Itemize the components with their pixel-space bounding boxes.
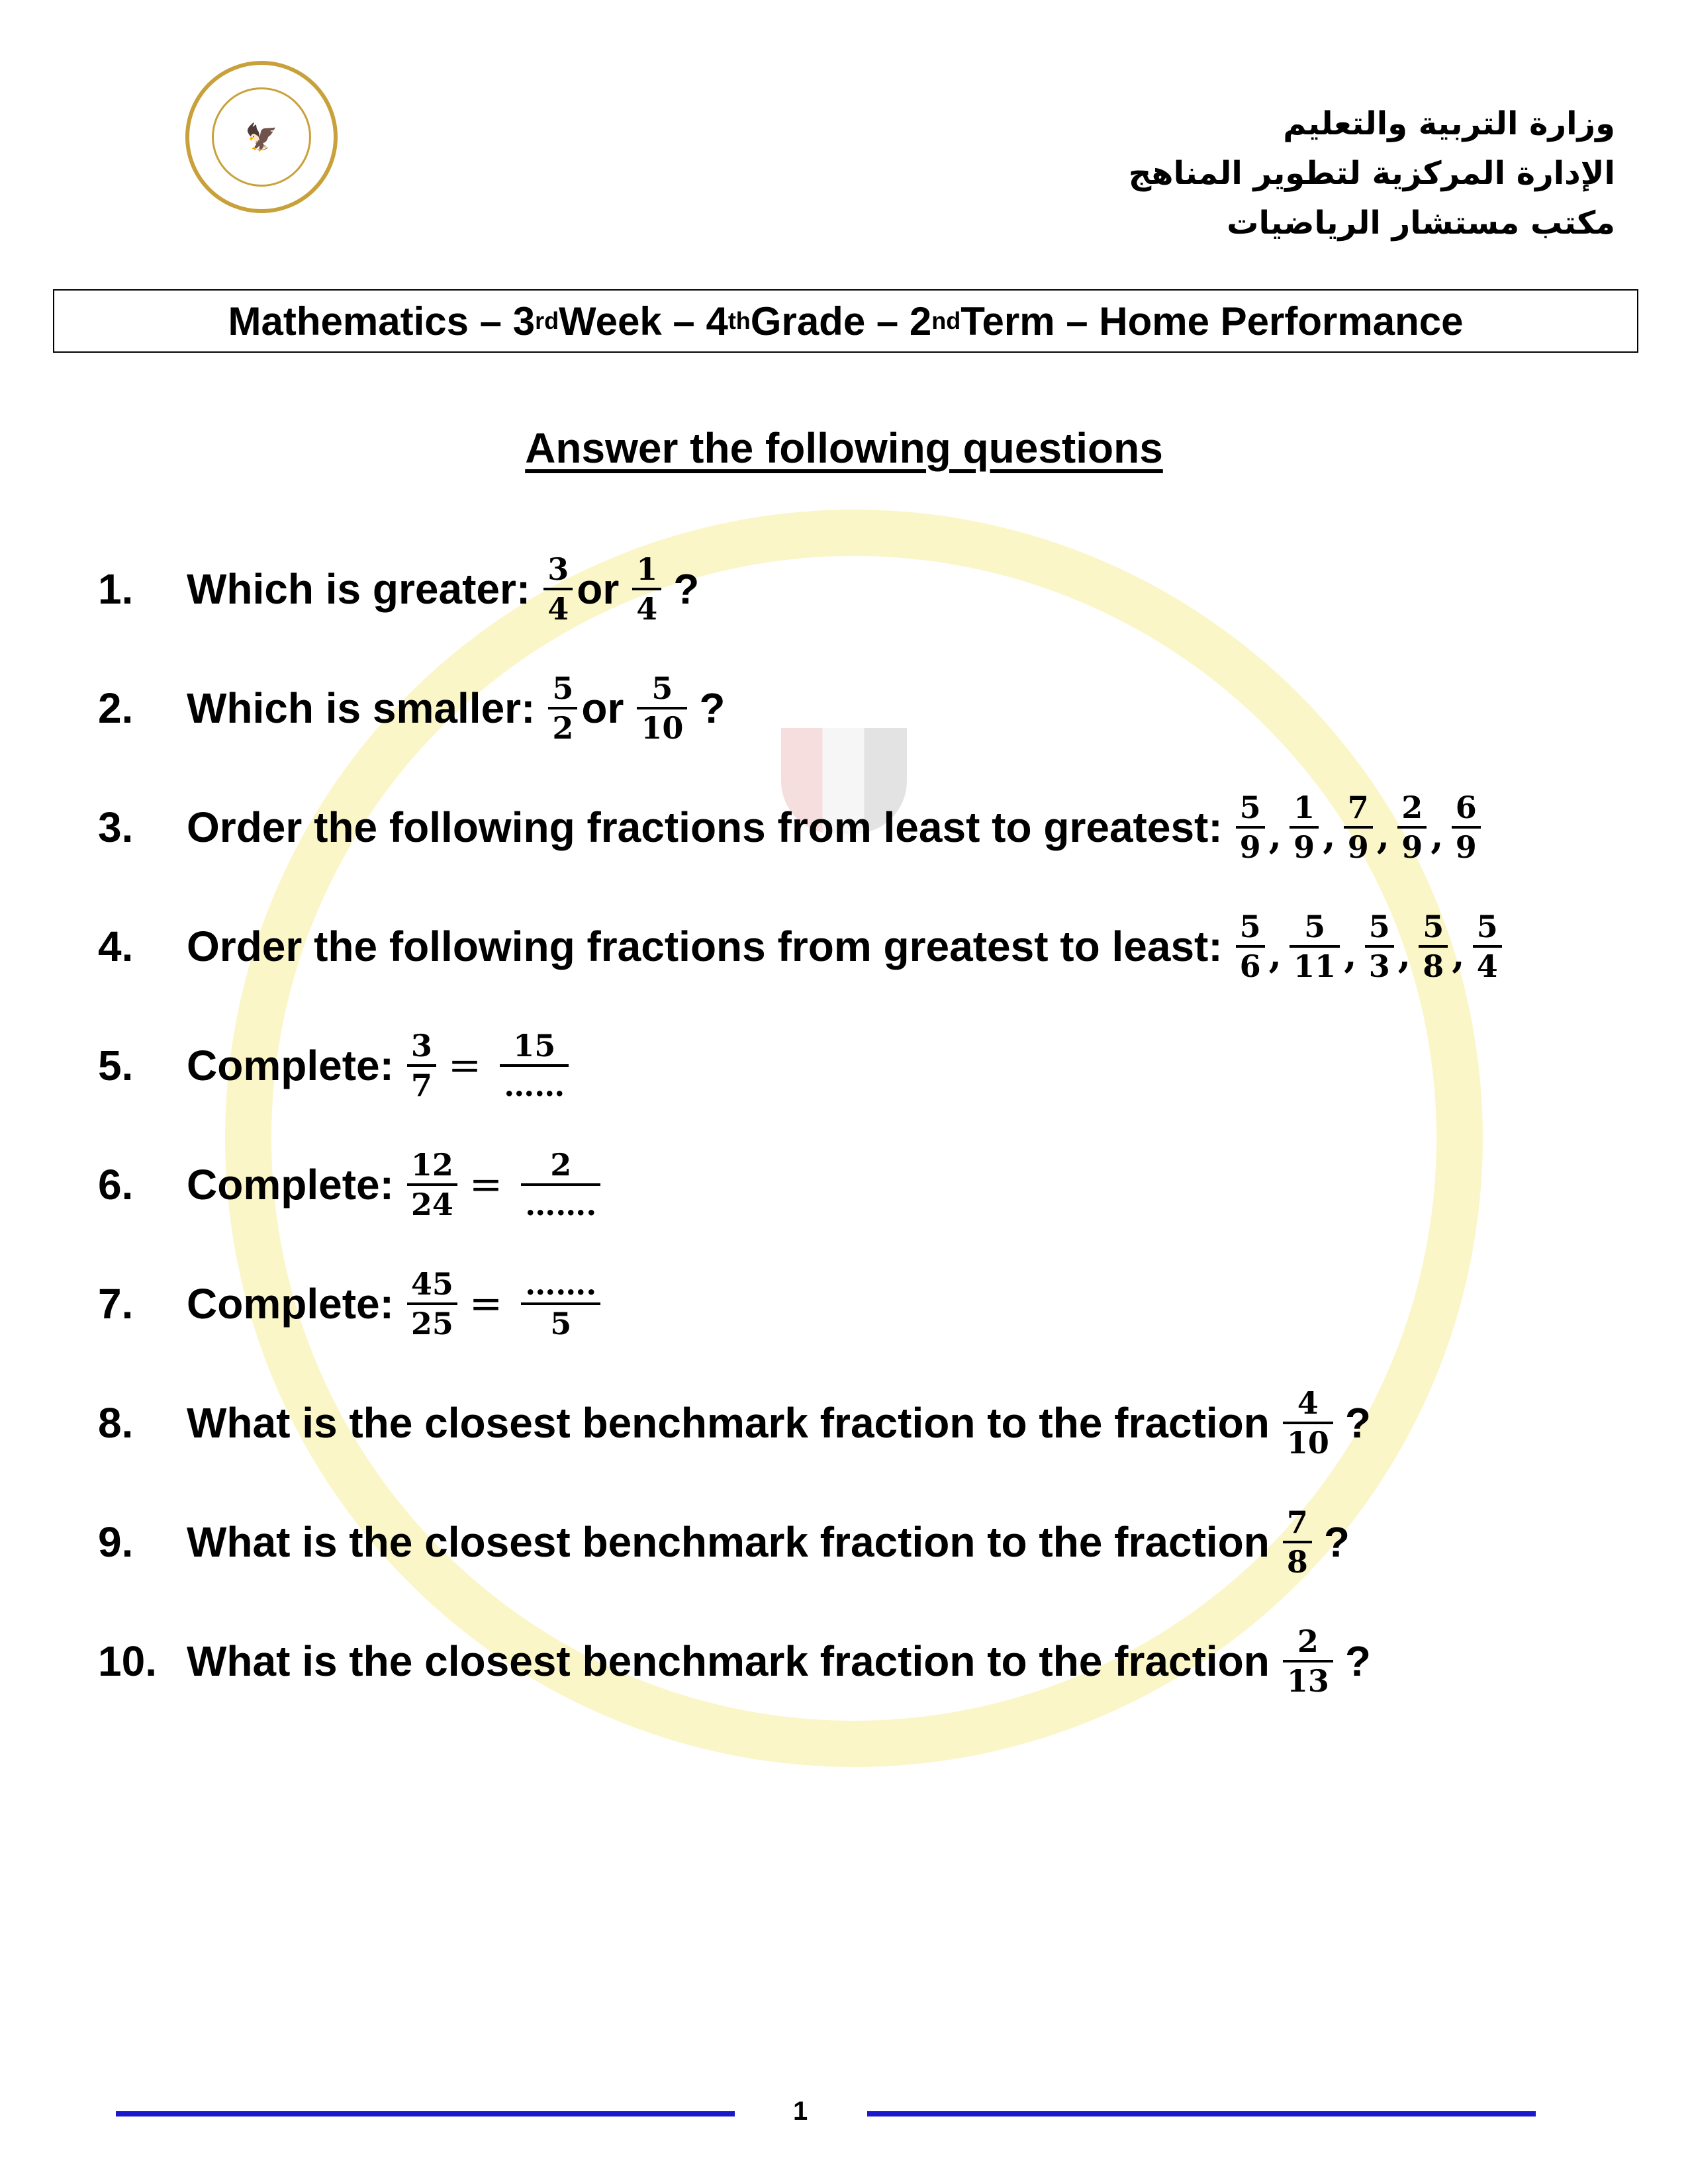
fraction-numerator: …….: [525, 1266, 597, 1302]
fraction-numerator: 5: [1304, 909, 1326, 944]
fraction: [637, 670, 687, 747]
question-mark: ?: [1344, 1637, 1371, 1685]
equals-sign: =: [469, 1281, 503, 1327]
fraction-numerator: 2: [550, 1147, 572, 1183]
fraction: [521, 1146, 600, 1223]
fraction-denominator: 3: [1368, 948, 1390, 984]
fraction: [1283, 1385, 1333, 1461]
fraction-denominator: 9: [1347, 829, 1369, 865]
fraction: [1344, 789, 1373, 866]
fraction: [632, 551, 661, 627]
fraction: [500, 1027, 569, 1104]
section-heading: Answer the following questions: [525, 424, 1163, 472]
fraction: [1473, 908, 1502, 985]
fraction-numerator: 2: [1401, 790, 1423, 825]
fraction-numerator: 5: [552, 670, 574, 706]
fraction-numerator: 5: [1476, 909, 1498, 944]
question-body: [187, 789, 1485, 866]
fraction: [1289, 908, 1340, 985]
fraction-denominator: 5: [550, 1306, 572, 1342]
question-body: [187, 1027, 573, 1104]
fraction: [1365, 908, 1394, 985]
fraction: [1236, 908, 1265, 985]
fraction-numerator: 5: [1368, 909, 1390, 944]
question-item: [98, 1363, 1371, 1482]
fraction-denominator: 9: [1401, 829, 1423, 865]
question-body: [187, 908, 1506, 985]
fraction-denominator: 2: [552, 710, 574, 746]
ministry-logo: [185, 61, 338, 213]
fraction-numerator: 12: [410, 1147, 453, 1183]
question-item: [98, 1602, 1371, 1721]
fraction: [1283, 1504, 1312, 1580]
question-body: [187, 1265, 604, 1342]
question-number: 3.: [98, 803, 134, 851]
question-text: Complete:: [187, 1280, 394, 1328]
fraction-numerator: 5: [1239, 790, 1261, 825]
fraction-denominator: 8: [1423, 948, 1444, 984]
question-number: 8.: [98, 1399, 134, 1447]
fraction-numerator: 3: [410, 1028, 432, 1064]
question-text: What is the closest benchmark fraction to the fraction: [187, 1399, 1270, 1447]
fraction-numerator: 1: [636, 551, 658, 587]
ministry-header: [1129, 99, 1615, 248]
question-number: 4.: [98, 923, 134, 970]
fraction: [543, 551, 573, 627]
question-item: [98, 1482, 1350, 1602]
question-text: or: [581, 684, 624, 732]
fraction: [1289, 789, 1319, 866]
question-item: [98, 1244, 604, 1363]
question-number: 1.: [98, 565, 134, 613]
fraction: [1452, 789, 1481, 866]
fraction-denominator: 4: [547, 591, 569, 627]
question-body: [187, 1504, 1350, 1580]
question-text: or: [577, 565, 620, 613]
ministry-name: وزارة التربية والتعليم: [1283, 105, 1615, 142]
question-body: [187, 1385, 1371, 1461]
fraction-denominator: 9: [1239, 829, 1261, 865]
question-body: [187, 1146, 604, 1223]
question-item: [98, 1006, 573, 1125]
question-text: Which is greater:: [187, 565, 531, 613]
question-item: [98, 529, 699, 649]
fraction-denominator: 9: [1455, 829, 1477, 865]
footer-line-left: [116, 2111, 735, 2116]
question-mark: ?: [1344, 1399, 1371, 1447]
question-mark: ?: [673, 565, 700, 613]
fraction-denominator: 10: [641, 710, 684, 746]
fraction-numerator: 5: [1423, 909, 1444, 944]
fraction-numerator: 1: [1293, 790, 1315, 825]
question-text: Complete:: [187, 1161, 394, 1208]
title-part: Mathematics – 3: [228, 298, 536, 343]
title-part: Week – 4: [559, 298, 728, 343]
question-text: What is the closest benchmark fraction to the fraction: [187, 1518, 1270, 1566]
fraction-denominator: 11: [1293, 948, 1336, 984]
fraction-denominator: 9: [1293, 829, 1315, 865]
eagle-emblem-icon: 🦅: [212, 87, 311, 187]
fraction-numerator: 6: [1455, 790, 1477, 825]
fraction: [407, 1265, 457, 1342]
fraction-numerator: 4: [1297, 1385, 1319, 1421]
fraction: [1397, 789, 1427, 866]
title-part: Term – Home Performance: [961, 298, 1464, 343]
fraction-denominator: ……: [504, 1068, 565, 1103]
fraction-denominator: 7: [410, 1068, 432, 1103]
question-text: What is the closest benchmark fraction to the fraction: [187, 1637, 1270, 1685]
question-text: Order the following fractions from greatest to least:: [187, 923, 1223, 970]
question-text: Complete:: [187, 1042, 394, 1089]
comma: ,: [1323, 814, 1336, 858]
comma: ,: [1452, 933, 1465, 977]
page-number: 1: [793, 2097, 808, 2126]
question-item: [98, 1125, 604, 1244]
question-body: [187, 551, 699, 627]
fraction: [548, 670, 577, 747]
comma: ,: [1268, 933, 1282, 977]
fraction-numerator: 15: [513, 1028, 556, 1064]
question-body: [187, 1623, 1371, 1700]
question-number: 5.: [98, 1042, 134, 1089]
fraction-numerator: 7: [1347, 790, 1369, 825]
question-number: 9.: [98, 1518, 134, 1566]
question-item: [98, 649, 726, 768]
fraction: [407, 1146, 457, 1223]
question-mark: ?: [1323, 1518, 1350, 1566]
fraction-denominator: 10: [1286, 1425, 1329, 1461]
question-number: 6.: [98, 1161, 134, 1208]
fraction-numerator: 7: [1286, 1504, 1308, 1540]
fraction-numerator: 2: [1297, 1623, 1319, 1659]
comma: ,: [1430, 814, 1444, 858]
fraction-denominator: 24: [410, 1187, 453, 1222]
fraction: [1283, 1623, 1333, 1700]
fraction-denominator: 6: [1239, 948, 1261, 984]
question-mark: ?: [699, 684, 726, 732]
footer-line-right: [867, 2111, 1536, 2116]
comma: ,: [1344, 933, 1357, 977]
question-number: 7.: [98, 1280, 134, 1328]
document-title: Mathematics – 3 rd Week – 4 th Grade – 2 nd Term – Home Performance: [53, 289, 1638, 353]
office-name: مكتب مستشار الرياضيات: [1227, 205, 1615, 242]
question-text: Order the following fractions from least to greatest:: [187, 803, 1223, 851]
title-part: Grade – 2: [750, 298, 932, 343]
fraction-numerator: 45: [410, 1266, 453, 1302]
fraction-numerator: 3: [547, 551, 569, 587]
department-name: الإدارة المركزية لتطوير المناهج: [1128, 155, 1615, 192]
question-number: 10.: [98, 1637, 157, 1685]
fraction: [1419, 908, 1448, 985]
equals-sign: =: [469, 1161, 503, 1208]
comma: ,: [1268, 814, 1282, 858]
fraction-numerator: 5: [651, 670, 673, 706]
fraction: [1236, 789, 1265, 866]
comma: ,: [1397, 933, 1411, 977]
fraction-numerator: 5: [1239, 909, 1261, 944]
comma: ,: [1376, 814, 1390, 858]
fraction-denominator: 4: [1476, 948, 1498, 984]
fraction: [407, 1027, 436, 1104]
equals-sign: =: [447, 1042, 482, 1089]
fraction-denominator: 4: [636, 591, 658, 627]
question-item: [98, 887, 1506, 1006]
question-item: [98, 768, 1485, 887]
fraction-denominator: 25: [410, 1306, 453, 1342]
fraction: [521, 1265, 600, 1342]
fraction-denominator: 13: [1286, 1663, 1329, 1699]
fraction-denominator: …….: [525, 1187, 597, 1222]
question-number: 2.: [98, 684, 134, 732]
question-body: [187, 670, 726, 747]
fraction-denominator: 8: [1286, 1544, 1308, 1580]
question-text: Which is smaller:: [187, 684, 536, 732]
